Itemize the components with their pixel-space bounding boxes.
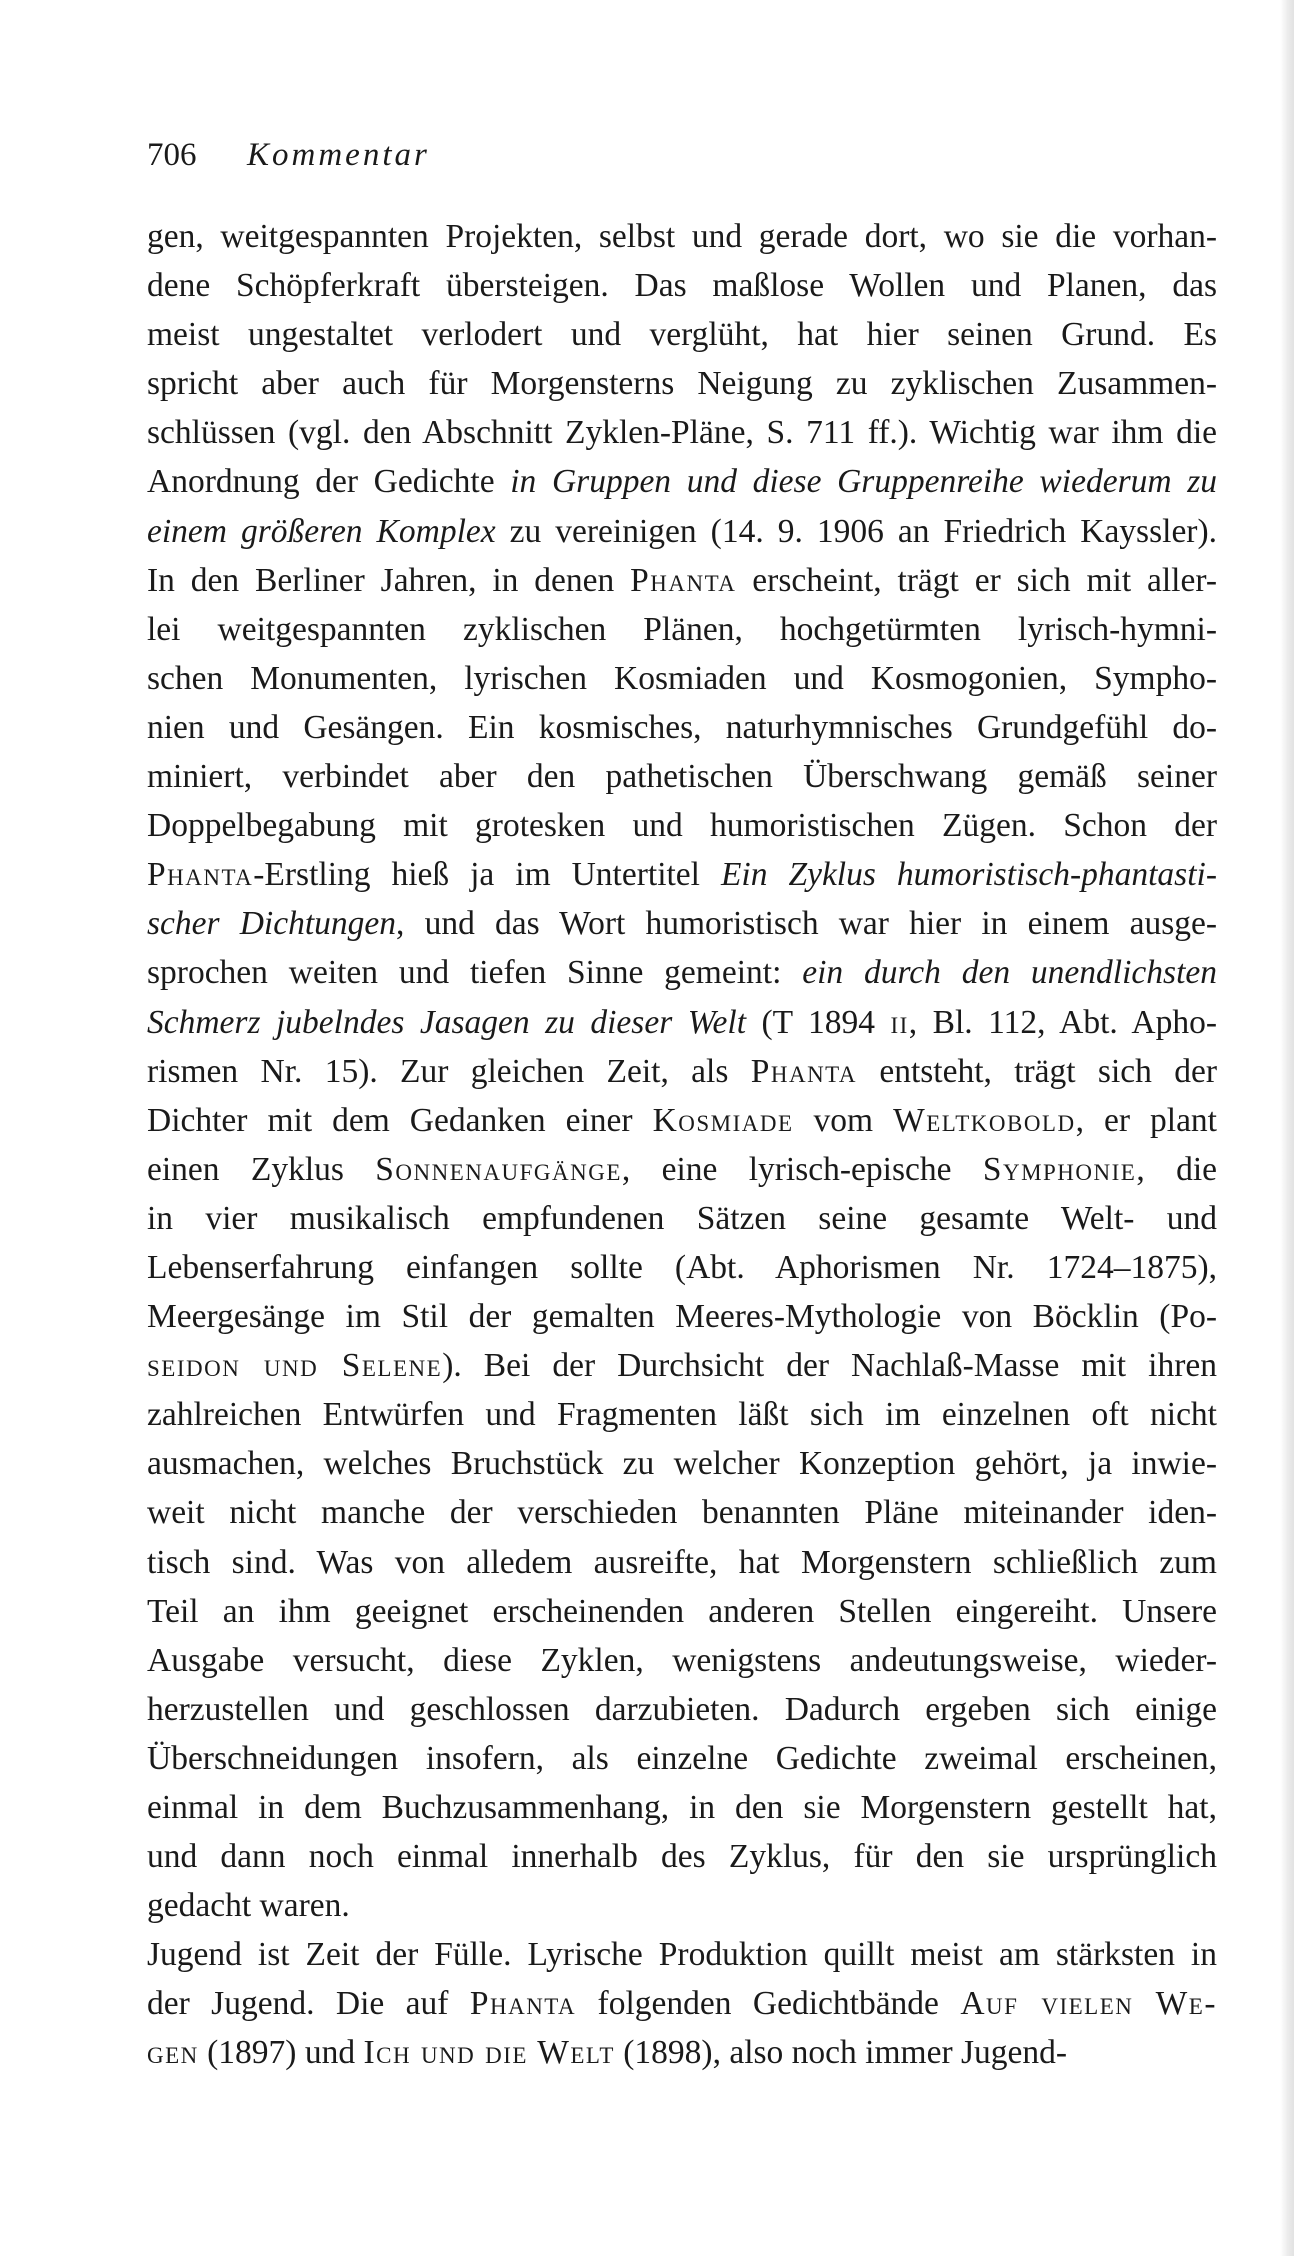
text-segment: folgenden Gedichtbände <box>576 1985 961 2023</box>
text-line <box>147 850 1217 899</box>
text-line <box>147 1243 1217 1292</box>
text-line <box>147 1096 1217 1145</box>
text-segment: (T 1894 <box>746 1003 891 1041</box>
text-segment: In den Berliner Jahren, in denen <box>147 561 631 599</box>
small-caps-text: Weltkobold <box>893 1101 1076 1139</box>
text-line <box>147 1636 1217 1685</box>
text-line <box>147 457 1217 506</box>
text-segment: Jugend ist Zeit der Fülle. Lyrische Produktion quillt meist am stärksten in <box>147 1936 1217 1974</box>
text-line <box>147 261 1217 310</box>
text-segment: , eine lyrisch-epische <box>621 1150 983 1188</box>
text-line <box>147 1390 1217 1439</box>
text-line <box>147 1783 1217 1832</box>
text-segment: spricht aber auch für Morgensterns Neigung zu zyklischen Zusammen- <box>147 365 1217 403</box>
text-segment: in vier musikalisch empfundenen Sätzen seine gesamte Welt- und <box>147 1199 1217 1237</box>
text-segment: sprochen weiten und tiefen Sinne gemeint: <box>147 954 803 992</box>
text-segment: -Erstling hieß ja im Untertitel <box>253 856 721 894</box>
page-edge-shadow <box>1280 0 1294 2256</box>
text-segment: der Jugend. Die auf <box>147 1985 470 2023</box>
text-line <box>147 948 1217 997</box>
text-segment: gen, weitgespannten Projekten, selbst und gerade dort, wo sie die vorhan- <box>147 218 1217 255</box>
small-caps-text: Sonnenaufgänge <box>375 1150 622 1188</box>
text-segment: , die <box>1136 1150 1217 1188</box>
text-segment: vom <box>793 1101 894 1139</box>
small-caps-text: Phanta <box>750 1052 857 1090</box>
text-line <box>147 1341 1217 1390</box>
text-line <box>147 408 1217 457</box>
text-line <box>147 752 1217 801</box>
text-segment: herzustellen und geschlossen darzubieten. Dadurch ergeben sich einige <box>147 1690 1217 1728</box>
text-line <box>147 1145 1217 1194</box>
text-line <box>147 1439 1217 1488</box>
text-segment: Anordnung der Gedichte <box>147 463 511 501</box>
running-head-title: Kommentar <box>247 137 430 173</box>
text-segment: Ausgabe versucht, diese Zyklen, wenigstens andeutungsweise, wieder- <box>147 1641 1217 1679</box>
text-segment: Meergesänge im Stil der gemalten Meeres-Mythologie von Böcklin (Po- <box>147 1298 1217 1336</box>
text-segment: erscheint, trägt er sich mit aller- <box>736 561 1217 599</box>
text-line <box>147 605 1217 654</box>
text-line <box>147 801 1217 850</box>
text-segment: miniert, verbindet aber den pathetischen Überschwang gemäß seiner <box>147 758 1217 796</box>
text-segment: , Bl. 112, Abt. Apho- <box>908 1003 1218 1041</box>
small-caps-text: Phanta <box>469 1985 577 2023</box>
text-segment: (1898), also noch immer Jugend- <box>614 2034 1068 2072</box>
text-segment: ). Bei der Durchsicht der Nachlaß-Masse mit ihren <box>442 1347 1217 1385</box>
text-segment: Dichter mit dem Gedanken einer <box>147 1101 653 1139</box>
text-line <box>147 1488 1217 1537</box>
text-segment: einen Zyklus <box>147 1150 376 1188</box>
text-segment: (1897) und <box>198 2034 364 2072</box>
text-line <box>147 1292 1217 1341</box>
text-segment: gedacht waren. <box>147 1887 350 1925</box>
text-segment: zahlreichen Entwürfen und Fragmenten läßt sich im einzelnen oft nicht <box>147 1396 1217 1434</box>
text-segment: zu vereinigen (14. 9. 1906 an Friedrich Kayssler). <box>495 512 1217 550</box>
text-line <box>147 654 1217 703</box>
running-head <box>147 130 430 180</box>
text-line <box>147 1734 1217 1783</box>
small-caps-text: Ich und die Welt <box>363 2034 615 2072</box>
text-segment: einmal in dem Buchzusammenhang, in den sie Morgenstern gestellt hat, <box>147 1789 1217 1826</box>
text-segment: , er plant <box>1075 1101 1217 1139</box>
small-caps-text: ii <box>890 1003 909 1041</box>
text-line <box>147 1194 1217 1243</box>
small-caps-text: Auf vielen We- <box>960 1985 1218 2023</box>
text-line <box>147 1587 1217 1636</box>
italic-text: Schmerz jubelndes Jasagen zu dieser Welt <box>147 1003 747 1041</box>
text-line <box>147 359 1217 408</box>
italic-text: ein durch den unendlichsten <box>802 954 1217 992</box>
text-line <box>147 2028 1217 2077</box>
text-segment: ausmachen, welches Bruchstück zu welcher Konzeption gehört, ja inwie- <box>147 1445 1217 1483</box>
text-line <box>147 212 1217 261</box>
text-line <box>147 1881 1217 1930</box>
small-caps-text: Phanta <box>147 856 254 894</box>
text-segment: tisch sind. Was von alledem ausreifte, hat Morgenstern schließlich zum <box>147 1543 1217 1581</box>
text-line <box>147 703 1217 752</box>
text-segment: , und das Wort humoristisch war hier in einem ausge- <box>396 905 1218 943</box>
page-number: 706 <box>147 137 197 173</box>
small-caps-text: Kosmiade <box>652 1101 794 1139</box>
text-line <box>147 1930 1217 1979</box>
italic-text: einem größeren Komplex <box>147 512 496 550</box>
text-segment: und dann noch einmal innerhalb des Zyklus, für den sie ursprünglich <box>147 1838 1217 1876</box>
text-segment: meist ungestaltet verlodert und verglüht, hat hier seinen Grund. Es <box>147 316 1217 354</box>
text-segment: dene Schöpferkraft übersteigen. Das maßlose Wollen und Planen, das <box>147 267 1217 305</box>
small-caps-text: gen <box>147 2034 199 2072</box>
commentary-body <box>147 212 1217 2078</box>
text-line <box>147 1685 1217 1734</box>
text-segment: Teil an ihm geeignet erscheinenden anderen Stellen eingereiht. Unsere <box>147 1592 1217 1630</box>
italic-text: scher Dichtungen <box>147 905 397 943</box>
text-segment: weit nicht manche der verschieden benannten Pläne miteinander iden- <box>147 1494 1217 1532</box>
text-segment: Doppelbegabung mit grotesken und humoristischen Zügen. Schon der <box>147 807 1217 845</box>
text-segment: Überschneidungen insofern, als einzelne Gedichte zweimal erscheinen, <box>147 1739 1217 1777</box>
text-segment: schlüssen (vgl. den Abschnitt Zyklen-Pläne, S. 711 ff.). Wichtig war ihm die <box>147 414 1217 452</box>
small-caps-text: Symphonie <box>982 1150 1137 1188</box>
small-caps-text: Phanta <box>630 561 737 599</box>
text-line <box>147 1832 1217 1881</box>
text-segment: lei weitgespannten zyklischen Plänen, hochgetürmten lyrisch-hymni- <box>147 610 1217 648</box>
text-segment: entsteht, trägt sich der <box>857 1052 1217 1090</box>
text-line <box>147 507 1217 556</box>
text-segment: Lebenserfahrung einfangen sollte (Abt. Aphorismen Nr. 1724–1875), <box>147 1248 1217 1286</box>
text-line <box>147 310 1217 359</box>
small-caps-text: seidon und Selene <box>147 1347 443 1385</box>
italic-text: in Gruppen und diese Gruppenreihe wiederum zu <box>510 463 1217 501</box>
text-line <box>147 1979 1217 2028</box>
text-segment: nien und Gesängen. Ein kosmisches, naturhymnisches Grundgefühl do- <box>147 708 1217 746</box>
text-segment: rismen Nr. 15). Zur gleichen Zeit, als <box>147 1052 751 1090</box>
text-segment: schen Monumenten, lyrischen Kosmiaden und Kosmogonien, Sympho- <box>147 659 1217 697</box>
text-line <box>147 1047 1217 1096</box>
text-line <box>147 556 1217 605</box>
text-line <box>147 998 1217 1047</box>
text-line <box>147 1538 1217 1587</box>
text-line <box>147 899 1217 948</box>
italic-text: Ein Zyklus humoristisch-phantasti- <box>720 856 1217 894</box>
